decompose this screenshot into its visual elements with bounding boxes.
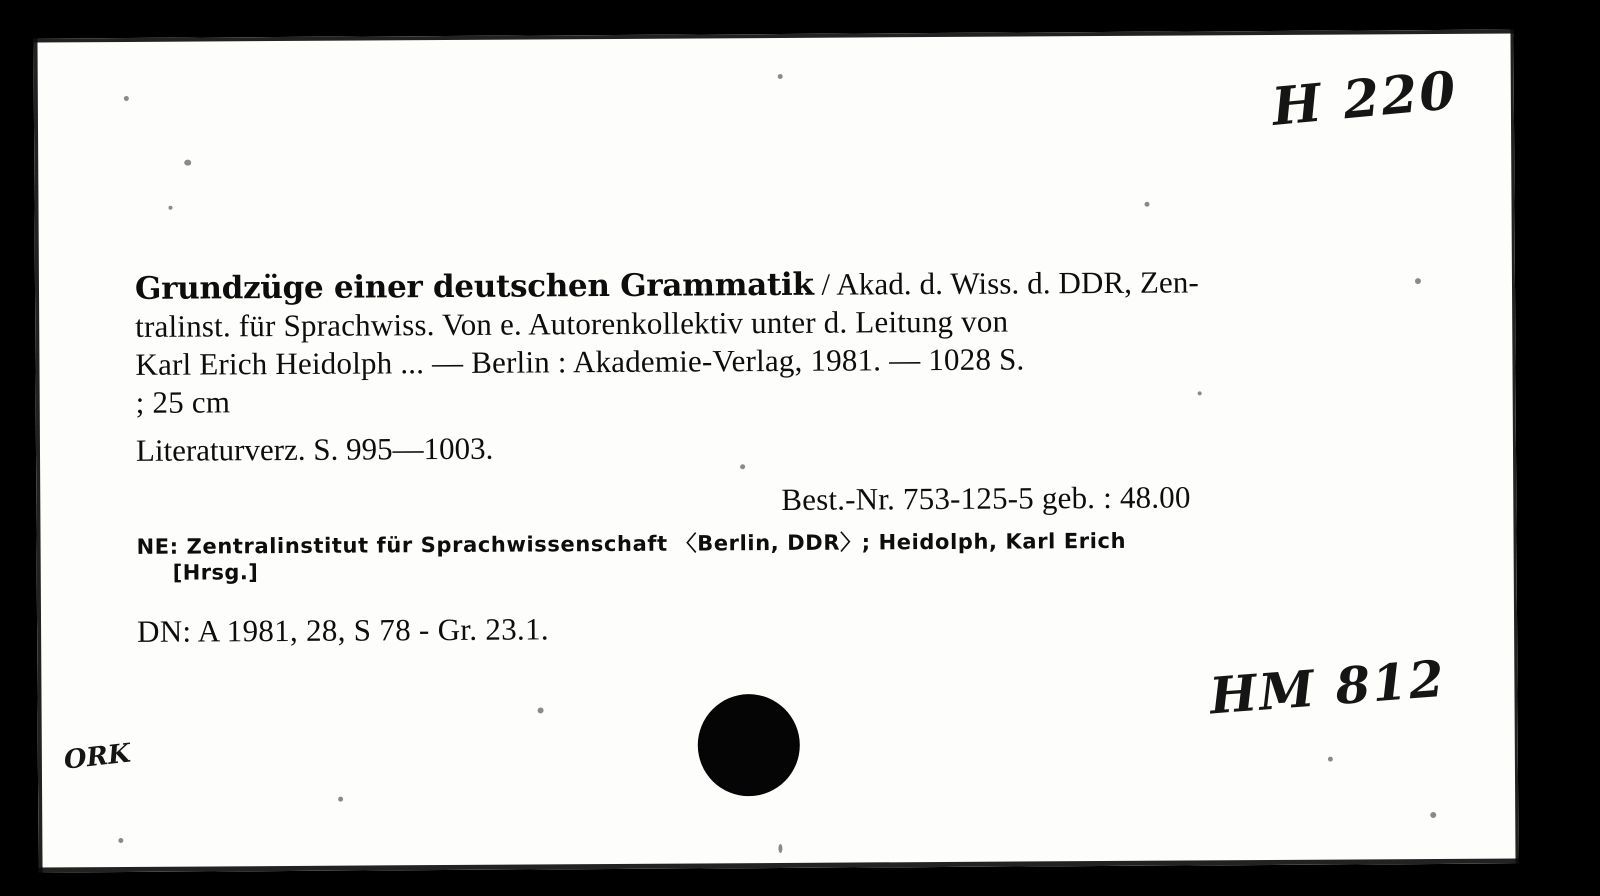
scan-speck — [184, 160, 191, 166]
scan-speck — [778, 74, 783, 79]
scan-speck — [1430, 812, 1436, 818]
scan-speck — [118, 838, 123, 843]
entry-line-4: ; 25 cm — [135, 384, 231, 420]
order-number-and-price: Best.-Nr. 753-125-5 geb. : 48.00 — [781, 479, 1191, 517]
scan-speck — [538, 707, 544, 713]
added-entry-line-2: [Hrsg.] — [172, 560, 259, 585]
handwritten-initials: ORK — [62, 738, 133, 776]
entry-line-3: Karl Erich Heidolph ... — Berlin : Akademie-Verlag, 1981. — 1028 S. — [135, 341, 1025, 382]
deutsche-nationalbibliografie-reference: DN: A 1981, 28, S 78 - Gr. 23.1. — [136, 611, 549, 649]
bibliographic-entry — [135, 262, 1446, 470]
scan-speck — [1328, 757, 1333, 762]
added-entries-block — [136, 526, 1456, 586]
library-catalogue-card — [33, 29, 1518, 872]
entry-line-2: tralinst. für Sprachwiss. Von e. Autorenkollektiv unter d. Leitung von — [135, 303, 1009, 344]
punch-hole — [697, 694, 800, 797]
scan-speck — [338, 797, 343, 802]
scan-speck — [124, 96, 129, 101]
entry-title-continuation: / Akad. d. Wiss. d. DDR, Zen- — [813, 264, 1199, 302]
scan-speck — [778, 844, 782, 853]
added-entry-line-1: NE: Zentralinstitut für Sprachwissenschaft 〈Berlin, DDR〉; Heidolph, Karl Erich — [136, 528, 1127, 559]
handwritten-shelfmark-bottom: HM 812 — [1207, 648, 1448, 726]
scan-speck — [168, 206, 172, 210]
scan-speck — [1144, 202, 1149, 207]
entry-bibliography-note: Literaturverz. S. 995—1003. — [135, 430, 494, 468]
handwritten-shelfmark-top: H 220 — [1269, 59, 1461, 138]
entry-title: Grundzüge einer deutschen Grammatik — [134, 266, 814, 307]
